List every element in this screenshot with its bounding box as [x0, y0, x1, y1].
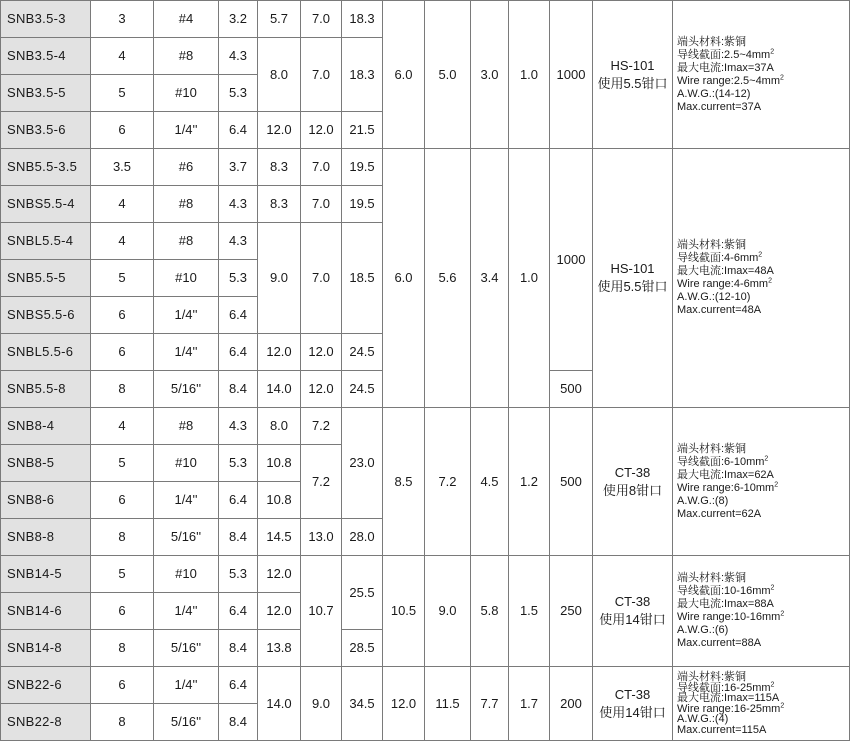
- note-awg: A.W.G.:(6): [677, 624, 729, 636]
- stud-cell: 6: [91, 667, 154, 704]
- length-cell: 25.5: [342, 556, 383, 630]
- screw-cell: 5/16'': [154, 519, 219, 556]
- length-cell: 24.5: [342, 371, 383, 408]
- screw-cell: 1/4'': [154, 667, 219, 704]
- width-cell: 8.0: [258, 38, 301, 112]
- hole-diameter-cell: 6.4: [219, 334, 258, 371]
- tool-cell: [593, 149, 673, 408]
- l1-cell: 7.0: [301, 38, 342, 112]
- screw-cell: #4: [154, 1, 219, 38]
- spec-note-cell: [673, 408, 850, 556]
- model-cell: SNB8-4: [1, 408, 91, 445]
- stud-cell: 5: [91, 260, 154, 297]
- stud-cell: 8: [91, 519, 154, 556]
- model-cell: SNB14-6: [1, 593, 91, 630]
- note-imax: 最大电流:Imax=115A: [677, 692, 780, 704]
- width-cell: 14.0: [258, 667, 301, 741]
- screw-cell: 1/4'': [154, 112, 219, 149]
- stud-cell: 8: [91, 630, 154, 667]
- length-cell: 21.5: [342, 112, 383, 149]
- screw-cell: 5/16'': [154, 630, 219, 667]
- width-cell: 12.0: [258, 556, 301, 593]
- note-wire-range: Wire $range:16-25mm^2$: [677, 701, 785, 715]
- width-cell: 12.0: [258, 593, 301, 630]
- screw-cell: 1/4'': [154, 482, 219, 519]
- hole-diameter-cell: 8.4: [219, 630, 258, 667]
- qty-cell: 1000: [550, 149, 593, 371]
- note-max-current: Max.current=115A: [677, 723, 767, 736]
- stud-cell: 6: [91, 334, 154, 371]
- model-cell: SNB22-6: [1, 667, 91, 704]
- t-cell: 1.2: [509, 408, 550, 556]
- hole-diameter-cell: 5.3: [219, 556, 258, 593]
- hole-diameter-cell: 6.4: [219, 482, 258, 519]
- width-cell: 5.7: [258, 1, 301, 38]
- length-cell: 19.5: [342, 149, 383, 186]
- length-cell: 28.5: [342, 630, 383, 667]
- hole-diameter-cell: 4.3: [219, 186, 258, 223]
- stud-cell: 4: [91, 38, 154, 75]
- stud-cell: 6: [91, 593, 154, 630]
- b-cell: 8.5: [383, 408, 425, 556]
- note-max-current: Max.current=88A: [677, 637, 762, 649]
- l1-cell: 7.0: [301, 223, 342, 334]
- hole-diameter-cell: 8.4: [219, 704, 258, 741]
- hole-diameter-cell: 6.4: [219, 297, 258, 334]
- note-section: 导线截面$:16-25mm^2$: [677, 680, 775, 694]
- width-cell: 12.0: [258, 112, 301, 149]
- tool-jaw: 使用14钳口: [599, 612, 666, 627]
- tool-jaw: 使用8钳口: [602, 482, 663, 498]
- model-cell: SNB22-8: [1, 704, 91, 741]
- model-cell: SNBL5.5-4: [1, 223, 91, 260]
- model-cell: SNBS5.5-6: [1, 297, 91, 334]
- model-cell: SNB8-6: [1, 482, 91, 519]
- l1-cell: 7.0: [301, 186, 342, 223]
- screw-cell: #6: [154, 149, 219, 186]
- l1-cell: 7.2: [301, 408, 342, 445]
- t-cell: 1.0: [509, 1, 550, 149]
- width-cell: 9.0: [258, 223, 301, 334]
- screw-cell: #10: [154, 445, 219, 482]
- screw-cell: #8: [154, 38, 219, 75]
- note-wire-range: Wire $range:10-16mm^2$: [677, 610, 785, 623]
- stud-cell: 3: [91, 1, 154, 38]
- table-row: [1, 149, 850, 186]
- stud-cell: 4: [91, 186, 154, 223]
- tool-model: CT-38: [614, 464, 651, 480]
- note-wire-range: Wire $range:2.5\sim 4mm^2$: [677, 73, 784, 87]
- qty-cell: 1000: [550, 1, 593, 149]
- screw-cell: #10: [154, 556, 219, 593]
- l1-cell: 12.0: [301, 334, 342, 371]
- hole-diameter-cell: 3.7: [219, 149, 258, 186]
- table-row: [1, 408, 850, 445]
- tool-cell: [593, 1, 673, 149]
- stud-cell: 6: [91, 482, 154, 519]
- note-wire-range: Wire $range:6-10mm^2$: [677, 480, 779, 494]
- stud-cell: 6: [91, 112, 154, 149]
- f-cell: 5.0: [425, 1, 471, 149]
- hole-diameter-cell: 8.4: [219, 519, 258, 556]
- note-imax: 最大电流:Imax=88A: [677, 598, 774, 610]
- note-awg: A.W.G.:(14-12): [677, 87, 751, 100]
- t-cell: 1.0: [509, 149, 550, 408]
- tool-jaw: 使用5.5钳口: [597, 75, 668, 91]
- hole-diameter-cell: 8.4: [219, 371, 258, 408]
- qty-cell: 200: [550, 667, 593, 741]
- note-section: 导线截面$:2.5\sim 4mm^2$: [677, 47, 775, 61]
- note-material: 端头材料:紫铜: [677, 442, 747, 455]
- spec-note-cell: [673, 149, 850, 408]
- hole-diameter-cell: 6.4: [219, 667, 258, 704]
- length-cell: 34.5: [342, 667, 383, 741]
- hole-diameter-cell: 4.3: [219, 408, 258, 445]
- screw-cell: 1/4'': [154, 593, 219, 630]
- tool-model: HS-101: [610, 57, 655, 73]
- hole-diameter-cell: 3.2: [219, 1, 258, 38]
- model-cell: SNB3.5-3: [1, 1, 91, 38]
- note-section: 导线截面$:4-6mm^2$: [677, 251, 763, 264]
- t-cell: 1.5: [509, 556, 550, 667]
- l1-cell: 7.0: [301, 1, 342, 38]
- model-cell: SNB8-5: [1, 445, 91, 482]
- note-max-current: Max.current=48A: [677, 304, 762, 316]
- stud-cell: 6: [91, 297, 154, 334]
- screw-cell: #10: [154, 75, 219, 112]
- hole-diameter-cell: 5.3: [219, 445, 258, 482]
- model-cell: SNBL5.5-6: [1, 334, 91, 371]
- note-section: 导线截面$:6-10mm^2$: [677, 454, 769, 468]
- l1-cell: 9.0: [301, 667, 342, 741]
- tool-cell: [593, 556, 673, 667]
- note-imax: 最大电流:Imax=48A: [677, 265, 774, 277]
- note-awg: A.W.G.:(8): [677, 494, 729, 507]
- screw-cell: 1/4'': [154, 297, 219, 334]
- spec-note-cell: [673, 556, 850, 667]
- hole-diameter-cell: 4.3: [219, 223, 258, 260]
- width-cell: 8.3: [258, 149, 301, 186]
- width-cell: 8.0: [258, 408, 301, 445]
- stud-cell: 4: [91, 223, 154, 260]
- note-imax: 最大电流:Imax=62A: [677, 468, 774, 481]
- model-cell: SNB5.5-3.5: [1, 149, 91, 186]
- screw-cell: #8: [154, 186, 219, 223]
- l1-cell: 10.7: [301, 556, 342, 667]
- table-row: [1, 1, 850, 38]
- screw-cell: #8: [154, 408, 219, 445]
- note-max-current: Max.current=62A: [677, 507, 762, 520]
- d-cell: 3.4: [471, 149, 509, 408]
- b-cell: 10.5: [383, 556, 425, 667]
- stud-cell: 8: [91, 371, 154, 408]
- tool-cell: [593, 667, 673, 741]
- f-cell: 9.0: [425, 556, 471, 667]
- width-cell: 10.8: [258, 445, 301, 482]
- note-awg: A.W.G.:(12-10): [677, 291, 751, 303]
- stud-cell: 5: [91, 445, 154, 482]
- tool-model: CT-38: [614, 686, 651, 702]
- l1-cell: 12.0: [301, 112, 342, 149]
- spec-note-cell: [673, 667, 850, 741]
- f-cell: 11.5: [425, 667, 471, 741]
- note-max-current: Max.current=37A: [677, 100, 762, 113]
- f-cell: 7.2: [425, 408, 471, 556]
- note-section: 导线截面$:10-16mm^2$: [677, 584, 775, 597]
- length-cell: 24.5: [342, 334, 383, 371]
- stud-cell: 8: [91, 704, 154, 741]
- qty-cell: 500: [550, 408, 593, 556]
- qty-cell: 500: [550, 371, 593, 408]
- spec-note-cell: [673, 1, 850, 149]
- l1-cell: 7.2: [301, 445, 342, 519]
- d-cell: 3.0: [471, 1, 509, 149]
- note-imax: 最大电流:Imax=37A: [677, 61, 774, 74]
- width-cell: 12.0: [258, 334, 301, 371]
- stud-cell: 5: [91, 556, 154, 593]
- width-cell: 10.8: [258, 482, 301, 519]
- stud-cell: 5: [91, 75, 154, 112]
- model-cell: SNB8-8: [1, 519, 91, 556]
- l1-cell: 7.0: [301, 149, 342, 186]
- note-material: 端头材料:紫铜: [677, 671, 747, 683]
- width-cell: 14.0: [258, 371, 301, 408]
- f-cell: 5.6: [425, 149, 471, 408]
- model-cell: SNB14-5: [1, 556, 91, 593]
- screw-cell: 5/16'': [154, 704, 219, 741]
- b-cell: 6.0: [383, 149, 425, 408]
- note-material: 端头材料:紫铜: [677, 572, 747, 584]
- width-cell: 13.8: [258, 630, 301, 667]
- model-cell: SNB3.5-6: [1, 112, 91, 149]
- length-cell: 23.0: [342, 408, 383, 519]
- length-cell: 28.0: [342, 519, 383, 556]
- hole-diameter-cell: 4.3: [219, 38, 258, 75]
- width-cell: 14.5: [258, 519, 301, 556]
- stud-cell: 3.5: [91, 149, 154, 186]
- tool-jaw: 使用5.5钳口: [597, 279, 668, 294]
- stud-cell: 4: [91, 408, 154, 445]
- model-cell: SNBS5.5-4: [1, 186, 91, 223]
- hole-diameter-cell: 5.3: [219, 260, 258, 297]
- qty-cell: 250: [550, 556, 593, 667]
- b-cell: 6.0: [383, 1, 425, 149]
- model-cell: SNB3.5-5: [1, 75, 91, 112]
- table-row: [1, 556, 850, 593]
- d-cell: 7.7: [471, 667, 509, 741]
- model-cell: SNB5.5-5: [1, 260, 91, 297]
- model-cell: SNB3.5-4: [1, 38, 91, 75]
- hole-diameter-cell: 6.4: [219, 593, 258, 630]
- table-row: [1, 667, 850, 704]
- d-cell: 4.5: [471, 408, 509, 556]
- b-cell: 12.0: [383, 667, 425, 741]
- note-awg: A.W.G.:(4): [677, 713, 729, 725]
- tool-jaw: 使用14钳口: [599, 704, 666, 720]
- screw-cell: #8: [154, 223, 219, 260]
- model-cell: SNB14-8: [1, 630, 91, 667]
- length-cell: 18.3: [342, 1, 383, 38]
- screw-cell: 1/4'': [154, 334, 219, 371]
- tool-model: HS-101: [610, 261, 655, 276]
- hole-diameter-cell: 5.3: [219, 75, 258, 112]
- t-cell: 1.7: [509, 667, 550, 741]
- note-material: 端头材料:紫铜: [677, 239, 747, 251]
- tool-model: CT-38: [614, 594, 651, 609]
- d-cell: 5.8: [471, 556, 509, 667]
- width-cell: 8.3: [258, 186, 301, 223]
- note-wire-range: Wire $range:4-6mm^2$: [677, 277, 772, 290]
- screw-cell: #10: [154, 260, 219, 297]
- model-cell: SNB5.5-8: [1, 371, 91, 408]
- length-cell: 18.3: [342, 38, 383, 112]
- length-cell: 19.5: [342, 186, 383, 223]
- hole-diameter-cell: 6.4: [219, 112, 258, 149]
- length-cell: 18.5: [342, 223, 383, 334]
- l1-cell: 13.0: [301, 519, 342, 556]
- note-material: 端头材料:紫铜: [677, 35, 747, 48]
- tool-cell: [593, 408, 673, 556]
- screw-cell: 5/16'': [154, 371, 219, 408]
- l1-cell: 12.0: [301, 371, 342, 408]
